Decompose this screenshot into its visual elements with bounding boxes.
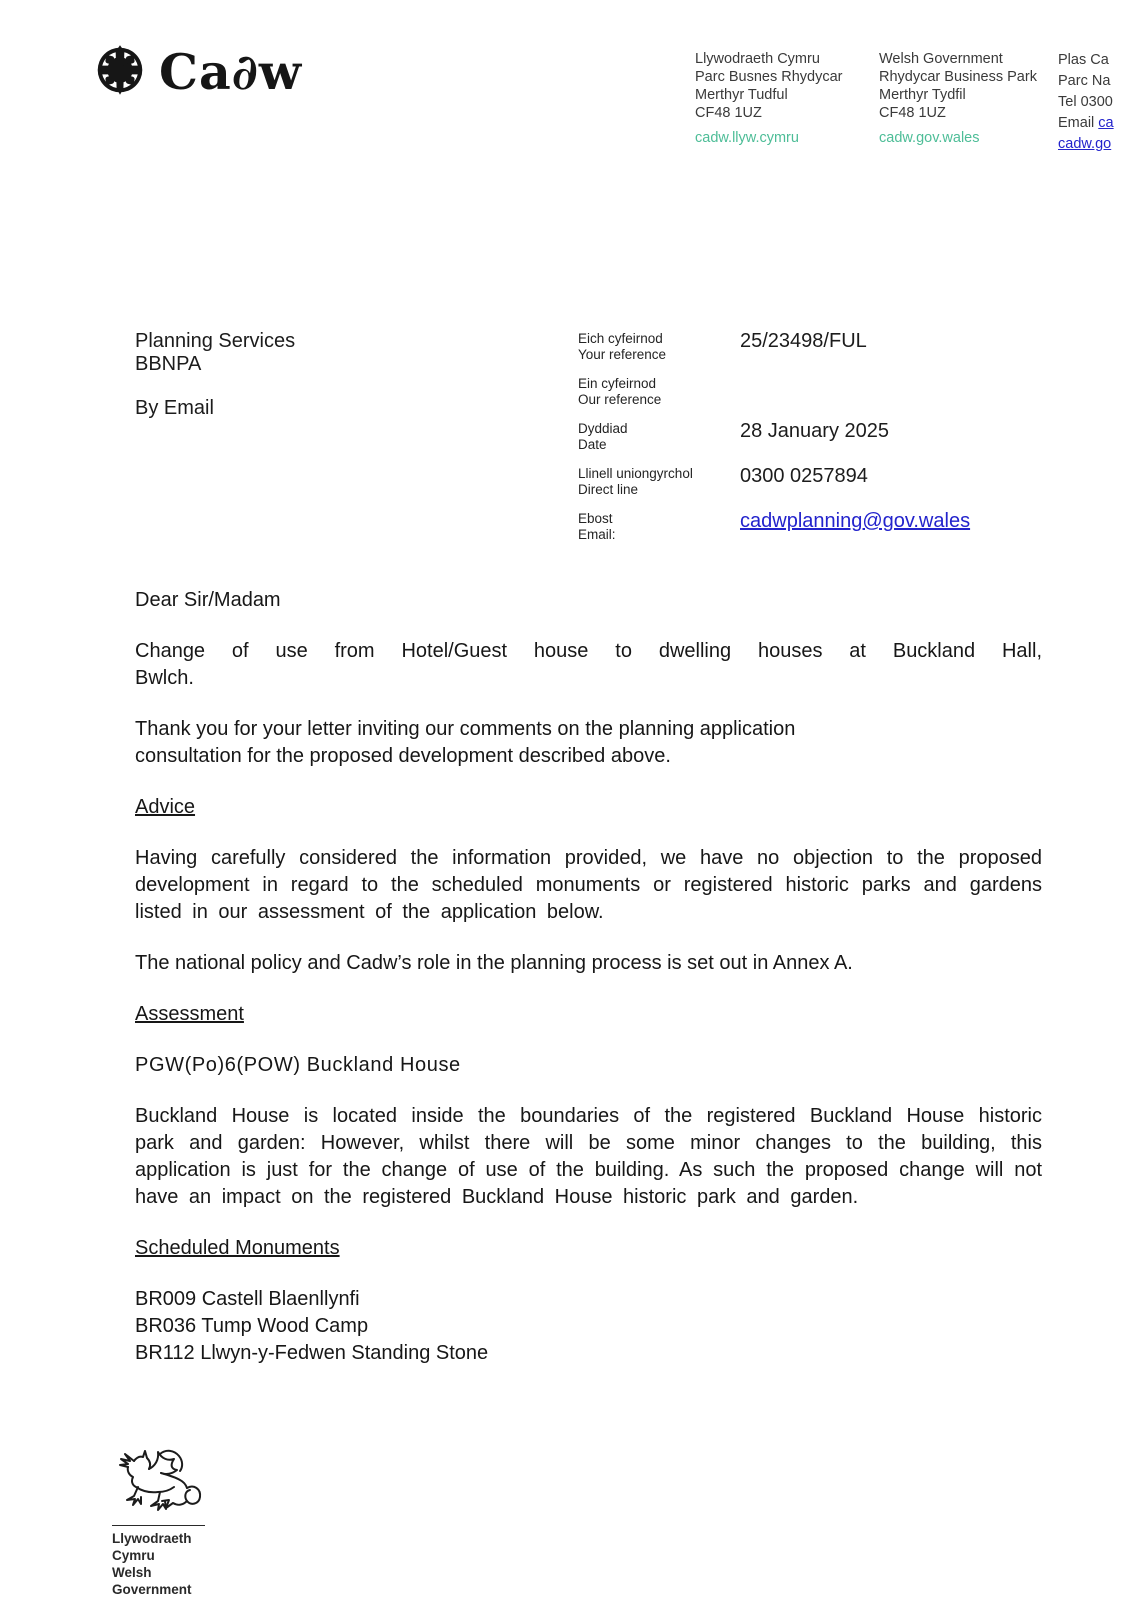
ref-label-welsh: Ein cyfeirnod — [578, 376, 657, 391]
ref-label-welsh: Dyddiad — [578, 421, 628, 436]
your-reference-value: 25/23498/FUL — [740, 330, 867, 352]
address-line: Rhydycar Business Park — [879, 69, 1037, 85]
address-english — [879, 50, 1037, 147]
address-line: Merthyr Tydfil — [879, 87, 966, 103]
clipped-site-link[interactable]: cadw.go — [1058, 136, 1112, 152]
cadw-planning-email-link[interactable]: cadwplanning@gov.wales — [740, 510, 971, 532]
thanks-paragraph: Thank you for your letter inviting our comments on the planning application consultation for the proposed development described above. — [135, 718, 796, 767]
cadw-welsh-site-link[interactable]: cadw.llyw.cymru — [695, 130, 799, 146]
cadw-celtic-cross-icon — [95, 44, 145, 101]
welsh-dragon-icon — [112, 1505, 204, 1522]
address-line: Tel 0300 — [1058, 94, 1113, 110]
email-label: Email — [1058, 115, 1099, 131]
recipient-block — [135, 330, 295, 420]
ref-label-english: Our reference — [578, 392, 662, 407]
address-line: Merthyr Tudful — [695, 87, 788, 103]
ref-label-welsh: Llinell uniongyrchol — [578, 466, 693, 481]
reference-block — [578, 331, 1048, 556]
letter-body — [135, 587, 1042, 1391]
assessment-heading: Assessment — [135, 1003, 244, 1025]
assessment-paragraph: Buckland House is located inside the boundaries of the registered Buckland House historic park and garden: However, whilst there will be some minor changes to the building, this application is just for the change of use of the building. As such the proposed change will not have an impact on the registered Buckland House historic park and garden. — [135, 1105, 1042, 1208]
clipped-email-link[interactable]: ca — [1098, 115, 1114, 131]
address-welsh — [695, 50, 842, 147]
subject-paragraph — [135, 638, 1042, 692]
date-value: 28 January 2025 — [740, 420, 890, 442]
address-email-line — [1058, 113, 1132, 134]
address-line: Welsh Government — [879, 51, 1003, 67]
monument-item: BR036 Tump Wood Camp — [135, 1315, 369, 1337]
monument-item: BR112 Llwyn-y-Fedwen Standing Stone — [135, 1342, 489, 1364]
subject-line: Bwlch. — [135, 667, 194, 689]
address-clipped — [1058, 50, 1132, 155]
address-line: Parc Na — [1058, 73, 1111, 89]
ref-label-english: Direct line — [578, 482, 639, 497]
reference-row — [578, 331, 1048, 376]
logo-rule — [112, 1525, 205, 1526]
reference-row — [578, 376, 1048, 421]
monument-item: BR009 Castell Blaenllynfi — [135, 1288, 360, 1310]
recipient-org: BBNPA — [135, 353, 202, 375]
ref-label-english: Your reference — [578, 347, 667, 362]
reference-row — [578, 466, 1048, 511]
salutation: Dear Sir/Madam — [135, 589, 281, 611]
advice-paragraph: Having carefully considered the information provided, we have no objection to the proposed development in regard to the scheduled monuments or registered historic parks and gardens listed in our assessment of the application below. — [135, 847, 1042, 923]
assessment-reference: PGW(Po)6(POW) Buckland House — [135, 1054, 461, 1076]
address-line: CF48 1UZ — [879, 105, 946, 121]
monuments-list — [135, 1286, 1042, 1367]
scheduled-monuments-heading: Scheduled Monuments — [135, 1237, 340, 1259]
ref-label-welsh: Ebost — [578, 511, 613, 526]
ref-label-welsh: Eich cyfeirnod — [578, 331, 663, 346]
subject-line: Change of use from Hotel/Guest house to dwelling houses at Buckland Hall, — [135, 640, 1042, 662]
cadw-english-site-link[interactable]: cadw.gov.wales — [879, 130, 980, 146]
welsh-government-logo — [112, 1446, 212, 1598]
recipient-name: Planning Services — [135, 330, 296, 352]
address-line: Parc Busnes Rhydycar — [695, 69, 843, 85]
reference-row — [578, 511, 1048, 556]
ref-label-english: Date — [578, 437, 607, 452]
policy-paragraph: The national policy and Cadw’s role in the planning process is set out in Annex A. — [135, 952, 853, 974]
address-line: CF48 1UZ — [695, 105, 762, 121]
address-line: Plas Ca — [1058, 52, 1109, 68]
cadw-wordmark: Ca∂w — [159, 43, 303, 101]
ref-label-english: Email: — [578, 527, 616, 542]
advice-heading: Advice — [135, 796, 196, 818]
delivery-method: By Email — [135, 397, 214, 419]
reference-row — [578, 421, 1048, 466]
gov-name-welsh: Llywodraeth Cymru — [112, 1531, 192, 1563]
address-line: Llywodraeth Cymru — [695, 51, 820, 67]
direct-line-value: 0300 0257894 — [740, 465, 868, 487]
gov-name-english: Welsh Government — [112, 1565, 192, 1597]
cadw-logo — [95, 44, 302, 101]
